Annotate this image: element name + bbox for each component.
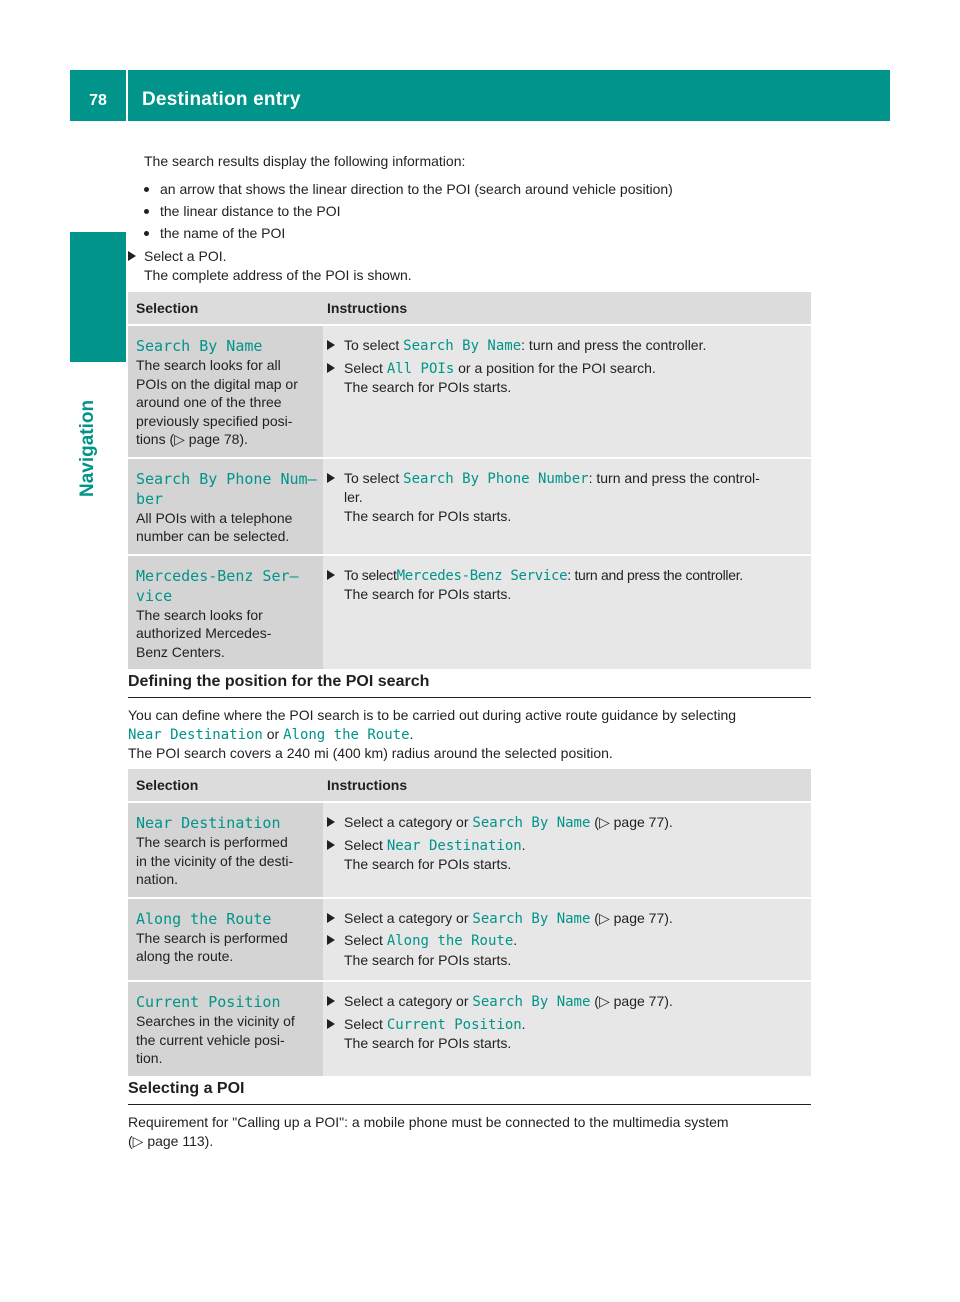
menu-item-code: Search By Phone Number: [403, 470, 589, 487]
page-reference: (▷ page 113).: [128, 1132, 214, 1149]
bullet-icon: [144, 209, 149, 214]
step: [327, 566, 805, 604]
option-name: Search By Name: [136, 337, 263, 355]
step-text: : turn and press the control-: [588, 469, 760, 486]
option-desc-line: The search is performed: [136, 834, 288, 850]
step-text: Select a category or: [344, 814, 473, 830]
table-row: [128, 457, 811, 554]
selection-cell: [128, 801, 323, 897]
page-reference: (▷ page 77).: [590, 814, 673, 830]
step-result: The search for POIs starts.: [344, 379, 512, 395]
selection-table-1: [128, 292, 811, 669]
section-rule: [128, 697, 811, 698]
step-text: Select a POI.: [144, 248, 227, 264]
column-header-selection: Selection: [128, 769, 323, 801]
step-text: To select: [344, 566, 397, 583]
instructions-cell: [323, 801, 811, 897]
step: [327, 931, 805, 969]
step-result: The search for POIs starts.: [344, 586, 512, 602]
arrow-right-icon: [327, 840, 335, 850]
arrow-right-icon: [128, 251, 136, 261]
menu-item-code: All POIs: [386, 360, 455, 377]
header-divider: [126, 70, 128, 121]
column-header-instructions: Instructions: [323, 769, 811, 801]
intro-step: [128, 247, 412, 284]
table-row: [128, 554, 811, 670]
step-text: .: [521, 1015, 526, 1032]
list-item-text: the linear distance to the POI: [160, 203, 341, 219]
list-item: [144, 202, 804, 221]
option-desc-line: in the vicinity of the desti-: [136, 852, 294, 869]
menu-item-code: Mercedes-Benz Service: [396, 567, 568, 584]
option-name: vice: [136, 586, 173, 605]
table-row: [128, 324, 811, 457]
option-desc-line: The search is performed: [136, 929, 288, 946]
section-paragraph: [128, 706, 818, 763]
instructions-cell: [323, 457, 811, 554]
selection-cell: [128, 457, 323, 554]
section-paragraph: [128, 1113, 818, 1150]
option-desc-line: POIs on the digital map or: [136, 375, 298, 392]
paragraph-text: You can define where the POI search is to be carried out during active route guidance by selecting: [128, 707, 737, 723]
step-text: Select: [344, 836, 387, 853]
intro-bullets: [144, 180, 804, 243]
step-text: : turn and press the controller.: [567, 566, 743, 583]
menu-item-code: Search By Name: [403, 338, 522, 354]
table-row: [128, 801, 811, 897]
arrow-right-icon: [327, 570, 335, 580]
option-name: Near Destination: [136, 814, 281, 832]
paragraph-line: [128, 725, 818, 745]
step-result: The search for POIs starts.: [344, 856, 512, 872]
step-result: The search for POIs starts.: [344, 507, 512, 524]
step: [327, 909, 805, 929]
option-desc-line: authorized Mercedes-: [136, 625, 272, 641]
list-item-text: an arrow that shows the linear direction to the POI (search around vehicle position): [160, 181, 673, 197]
option-desc-line: around one of the three: [136, 394, 282, 410]
option-desc-line: nation.: [136, 871, 179, 887]
menu-item-code: Along the Route: [386, 933, 514, 949]
option-name: Along the Route: [136, 909, 272, 928]
section-rule: [128, 1104, 811, 1105]
selection-cell: [128, 324, 323, 457]
selection-table-2: [128, 769, 811, 1076]
option-name: Search By Phone Num–: [136, 469, 317, 488]
option-desc-line: the current vehicle posi-: [136, 1031, 285, 1048]
section-heading: Selecting a POI: [128, 1080, 245, 1097]
instructions-cell: [323, 324, 811, 457]
paragraph-text: or: [262, 725, 284, 742]
option-name: Current Position: [136, 993, 281, 1011]
menu-item-code: Search By Name: [472, 994, 591, 1010]
step-result: The complete address of the POI is shown.: [144, 266, 412, 283]
option-desc-line: tion.: [136, 1050, 163, 1066]
page-reference: (▷ page 77).: [590, 993, 673, 1009]
paragraph-text: Requirement for "Calling up a POI": a mobile phone must be connected to the multimedia system: [128, 1114, 729, 1130]
paragraph-text: The POI search covers a 240 mi (400 km) radius around the selected position.: [128, 745, 613, 761]
option-desc-line: number can be selected.: [136, 528, 290, 544]
option-desc-line: Searches in the vicinity of: [136, 1013, 295, 1029]
instructions-cell: [323, 980, 811, 1076]
option-desc-line: All POIs with a telephone: [136, 509, 293, 526]
section-heading: Defining the position for the POI search: [128, 673, 430, 690]
option-desc-line: tions (▷ page 78).: [136, 431, 248, 447]
option-desc-line: The search looks for all: [136, 357, 281, 373]
step: [128, 247, 412, 284]
step: [327, 359, 805, 397]
arrow-right-icon: [327, 935, 335, 945]
step-text: : turn and press the controller.: [521, 337, 707, 353]
step: [327, 836, 805, 874]
page-number: 78: [89, 92, 107, 109]
arrow-right-icon: [327, 1019, 335, 1029]
section-tab-label: Navigation: [77, 399, 98, 497]
arrow-right-icon: [327, 913, 335, 923]
step: [327, 992, 805, 1012]
column-header-selection: Selection: [128, 292, 323, 324]
option-desc-line: previously specified posi-: [136, 412, 293, 429]
page-title: Destination entry: [142, 89, 301, 110]
list-item: [144, 224, 804, 243]
table-header-row: [128, 292, 811, 324]
column-header-instructions: Instructions: [323, 292, 811, 324]
step-text: Select: [344, 1015, 387, 1032]
step-text: Select a category or: [344, 993, 473, 1009]
step-text: Select: [344, 932, 387, 948]
menu-item-code: Along the Route: [283, 726, 410, 743]
step-text: .: [521, 836, 526, 853]
section-tab: [70, 232, 126, 362]
arrow-right-icon: [327, 817, 335, 827]
selection-cell: [128, 897, 323, 981]
menu-item-code: Near Destination: [128, 726, 263, 743]
menu-item-code: Search By Name: [472, 910, 591, 927]
arrow-right-icon: [327, 363, 335, 373]
menu-item-code: Search By Name: [472, 815, 591, 831]
menu-item-code: Near Destination: [386, 837, 522, 854]
table-row: [128, 897, 811, 981]
step-text: ler.: [344, 489, 363, 505]
menu-item-code: Current Position: [386, 1016, 522, 1033]
arrow-right-icon: [327, 996, 335, 1006]
step-result: The search for POIs starts.: [344, 1035, 512, 1051]
intro-lead: The search results display the following information:: [144, 153, 466, 169]
step: [327, 1015, 805, 1053]
arrow-right-icon: [327, 473, 335, 483]
page-header: [70, 70, 890, 121]
arrow-right-icon: [327, 340, 335, 350]
table-header-row: [128, 769, 811, 801]
option-name: ber: [136, 489, 164, 508]
list-item: [144, 180, 804, 199]
option-name: Mercedes-Benz Ser–: [136, 566, 299, 585]
option-desc-line: along the route.: [136, 948, 234, 964]
bullet-icon: [144, 231, 149, 236]
page-reference: (▷ page 77).: [590, 909, 673, 926]
step-text: .: [513, 932, 518, 948]
list-item-text: the name of the POI: [160, 225, 286, 241]
step-text: Select: [344, 359, 387, 376]
instructions-cell: [323, 554, 811, 670]
step-text: Select a category or: [344, 909, 473, 926]
instructions-cell: [323, 897, 811, 981]
step-text: To select: [344, 469, 404, 486]
option-desc-line: The search looks for: [136, 606, 263, 623]
step-result: The search for POIs starts.: [344, 951, 512, 968]
selection-cell: [128, 980, 323, 1076]
step: [327, 813, 805, 833]
bullet-icon: [144, 187, 149, 192]
step: [327, 469, 805, 526]
paragraph-text: .: [409, 725, 414, 742]
option-desc-line: Benz Centers.: [136, 643, 225, 660]
step: [327, 336, 805, 356]
step-text: To select: [344, 337, 404, 353]
selection-cell: [128, 554, 323, 670]
table-row: [128, 980, 811, 1076]
step-text: or a position for the POI search.: [454, 359, 656, 376]
